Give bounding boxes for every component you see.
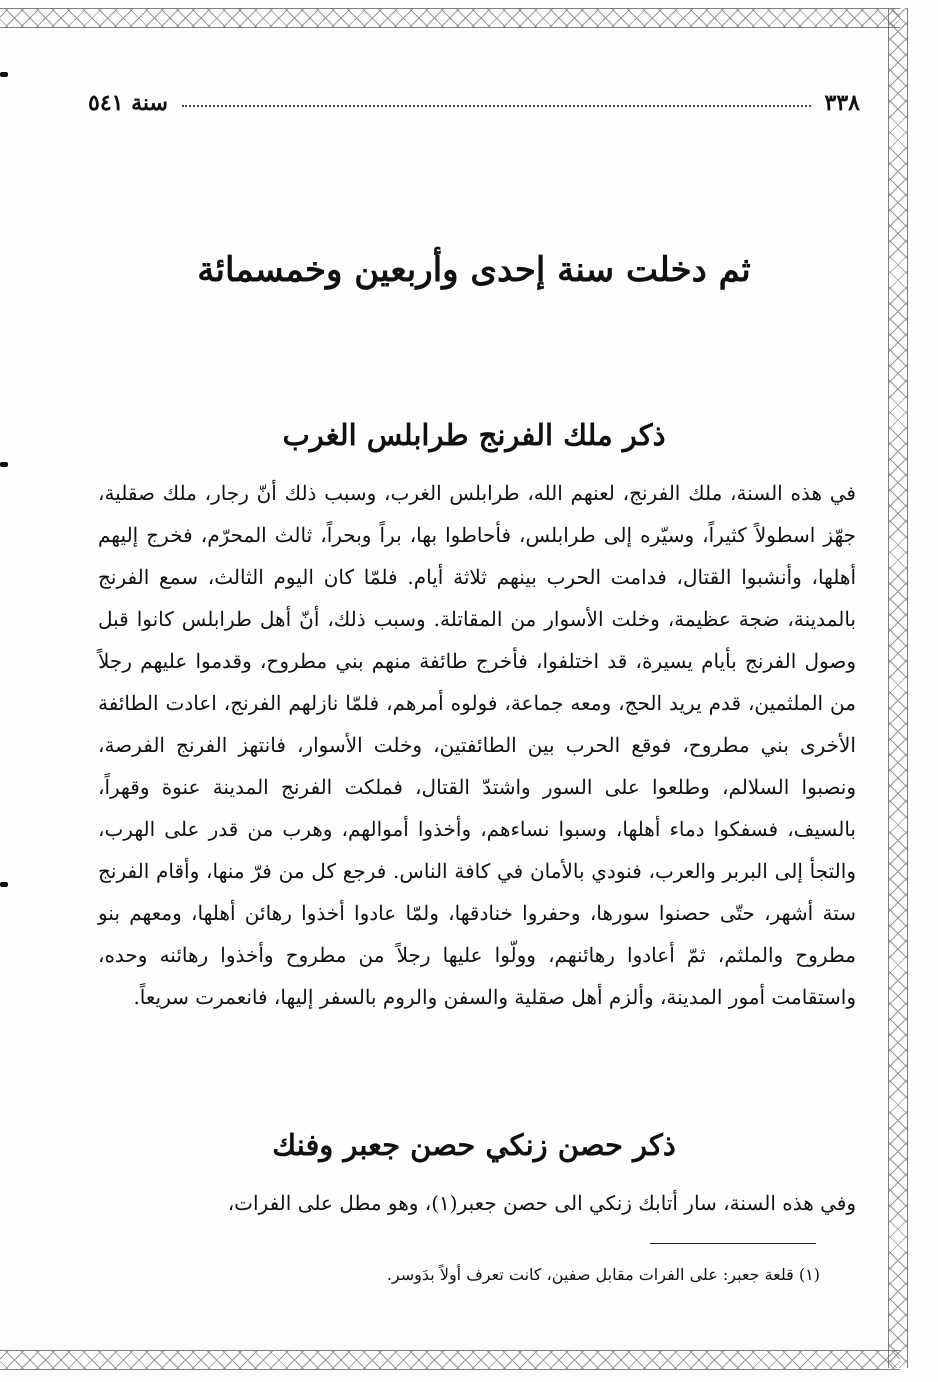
footnote: (١) قلعة جعبر: على الفرات مقابل صفين، كانت تعرف أولاً بدَوسر.: [386, 1265, 820, 1284]
section-title-jaabar: ذكر حصن زنكي حصن جعبر وفنك: [272, 1128, 676, 1162]
chapter-title: ثم دخلت سنة إحدى وأربعين وخمسمائة: [197, 250, 751, 290]
binder-mark: [0, 882, 8, 887]
page-number: ٣٣٨: [824, 90, 860, 116]
section-body-tripoli: في هذه السنة، ملك الفرنج، لعنهم الله، طرابلس الغرب، وسبب ذلك أنّ رجار، ملك صقلية، جهّز اسطولاً كثيراً، وسيّره إلى طرابلس، فأحاطوا بها، براً وبحراً، ثالث المحرّم، فخرج إليهم أهلها، وأنشبوا القتال، فدامت الحرب بينهم ثلاثة أيام. فلمّا كان اليوم الثالث، سمع الفرنج بالمدينة، ضجة عظيمة، وخلت الأسوار من المقاتلة. وسبب ذلك، أنّ أهل طرابلس كانوا قبل وصول الفرنج بأيام يسيرة، قد اختلفوا، فأخرج طائفة منهم بني مطروح، وقدموا عليهم رجلاً من الملثمين، قدم يريد الحج، ومعه جماعة، فولوه أمرهم، فلمّا نازلهم الفرنج، اعادت الطائفة الأخرى بني مطروح، فوقع الحرب بين الطائفتين، وخلت الأسوار، فانتهز الفرنج الفرصة، ونصبوا السلالم، وطلعوا على السور واشتدّ القتال، فملكت الفرنج المدينة عنوة وقهراً، بالسيف، فسفكوا دماء أهلها، وسبوا نساءهم، وأخذوا أموالهم، وهرب من قدر على الهرب، والتجأ إلى البربر والعرب، فنودي بالأمان في كافة الناس. فرجع كل من فرّ منها، وأقام الفرنج ستة أشهر، حتّى حصنوا سورها، وحفروا خنادقها، ولمّا عادوا أخذوا رهائن أهلها، ومعهم بنو مطروح والملثم، ثمّ أعادوا رهائنهم، وولّوا عليها رجلاً من مطروح وأخذوا رهائنه وحده، واستقامت أمور المدينة، وألزم أهل صقلية والسفن والروم بالسفر إليها، فانعمرت سريعاً.: [98, 481, 856, 1009]
footnote-separator: [650, 1243, 816, 1244]
page-border-right: [888, 8, 908, 1368]
page-border-top: [0, 8, 900, 28]
binder-mark: [0, 462, 8, 467]
page-border-bottom: [0, 1350, 900, 1370]
header-dotted-rule: [182, 105, 811, 107]
year-label: سنة ٥٤١: [88, 90, 168, 116]
binder-mark: [0, 72, 8, 77]
section-body-jaabar: وفي هذه السنة، سار أتابك زنكي الى حصن جعبر(١)، وهو مطل على الفرات،: [227, 1191, 856, 1215]
section-title-tripoli: ذكر ملك الفرنج طرابلس الغرب: [282, 418, 666, 452]
running-header: [88, 88, 860, 118]
